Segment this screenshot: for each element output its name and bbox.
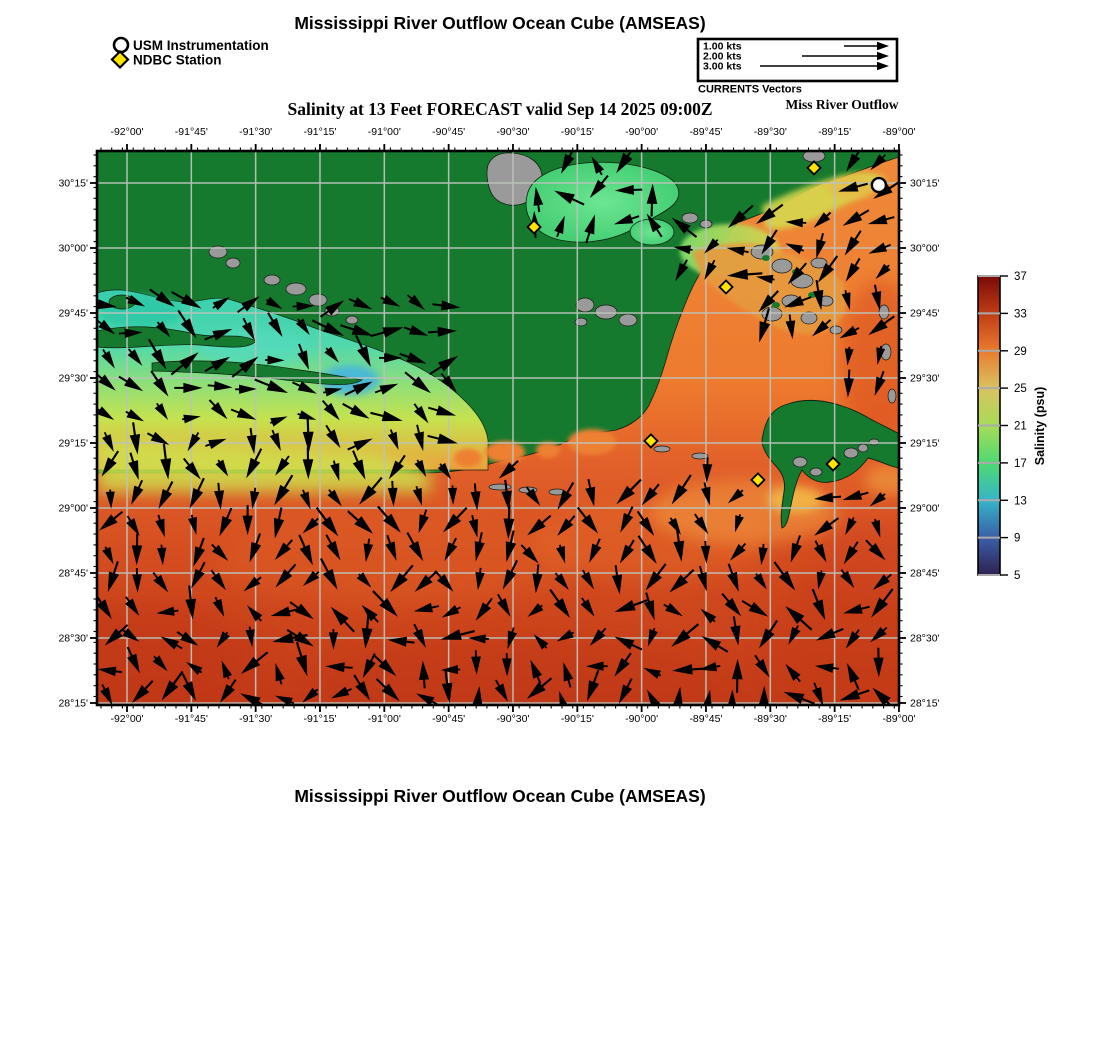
colorbar-tick-label: 9	[1014, 532, 1021, 545]
colorbar	[978, 271, 1027, 582]
lon-tick-label: -89°45'	[689, 713, 723, 725]
lon-tick-label: -90°00'	[625, 126, 659, 138]
lat-tick-label: 28°45'	[58, 567, 88, 580]
lat-tick-label: 30°15'	[910, 177, 940, 190]
colorbar-tick-label: 21	[1014, 420, 1027, 433]
ndbc-diamond-icon	[112, 52, 128, 68]
usm-circle-icon	[114, 38, 128, 52]
usm-station-marker	[872, 178, 886, 192]
lat-tick-label: 30°00'	[910, 242, 940, 255]
lat-tick-label: 29°45'	[58, 307, 88, 320]
lon-tick-label: -91°00'	[367, 713, 401, 725]
lon-tick-label: -91°45'	[174, 713, 208, 725]
lon-tick-label: -90°15'	[560, 713, 594, 725]
lon-tick-label: -91°45'	[174, 126, 208, 138]
map-field	[20, 140, 950, 740]
lon-tick-label: -89°15'	[818, 126, 852, 138]
station-legend	[112, 38, 269, 68]
lon-tick-label: -90°30'	[496, 126, 530, 138]
currents-vector-legend	[698, 39, 899, 112]
map-chart	[20, 140, 950, 740]
usm-legend-label: USM Instrumentation	[133, 38, 269, 53]
lon-tick-label: -90°45'	[432, 713, 466, 725]
lon-tick-label: -91°15'	[303, 713, 337, 725]
lat-tick-label: 29°00'	[58, 502, 88, 515]
lat-tick-label: 30°00'	[58, 242, 88, 255]
lat-tick-label: 29°30'	[910, 372, 940, 385]
lon-tick-label: -91°30'	[239, 713, 273, 725]
lon-tick-label: -90°45'	[432, 126, 466, 138]
lon-tick-label: -90°30'	[496, 713, 530, 725]
lon-tick-label: -91°30'	[239, 126, 273, 138]
colorbar-tick-label: 29	[1014, 345, 1027, 358]
ndbc-legend-label: NDBC Station	[133, 52, 222, 68]
colorbar-tick-label: 5	[1014, 570, 1021, 582]
colorbar-tick-label: 17	[1014, 457, 1027, 470]
lon-tick-label: -89°15'	[818, 713, 852, 725]
lat-tick-label: 30°15'	[58, 177, 88, 190]
colorbar-tick-label: 13	[1014, 495, 1027, 508]
lat-tick-label: 28°45'	[910, 567, 940, 580]
lon-tick-label: -89°30'	[753, 126, 787, 138]
lat-tick-label: 28°30'	[58, 632, 88, 645]
lon-tick-label: -92°00'	[110, 713, 144, 725]
lat-tick-label: 28°30'	[910, 632, 940, 645]
map-subtitle: Salinity at 13 Feet FORECAST valid Sep 14 2025 09:00Z	[287, 99, 713, 119]
vector-legend-row-3: 3.00 kts	[703, 60, 742, 73]
vector-legend-row-2: 2.00 kts	[703, 50, 742, 63]
region-label: Miss River Outflow	[785, 97, 899, 112]
lat-tick-label: 29°15'	[58, 437, 88, 450]
vector-legend-arrows	[760, 42, 889, 70]
lat-tick-label: 29°15'	[910, 437, 940, 450]
lon-tick-label: -91°15'	[303, 126, 337, 138]
lon-tick-label: -90°15'	[560, 126, 594, 138]
bottom-title: Mississippi River Outflow Ocean Cube (AMSEAS)	[294, 786, 706, 806]
lat-tick-label: 28°15'	[910, 697, 940, 710]
lon-tick-label: -89°00'	[882, 713, 916, 725]
page-title: Mississippi River Outflow Ocean Cube (AMSEAS)	[294, 13, 706, 33]
lon-tick-label: -91°00'	[367, 126, 401, 138]
lon-tick-label: -89°45'	[689, 126, 723, 138]
lat-tick-label: 29°00'	[910, 502, 940, 515]
lat-tick-label: 28°15'	[58, 697, 88, 710]
colorbar-tick-label: 37	[1014, 271, 1027, 283]
lat-tick-label: 29°45'	[910, 307, 940, 320]
colorbar-tick-label: 33	[1014, 308, 1027, 321]
lon-tick-label: -92°00'	[110, 126, 144, 138]
lon-tick-label: -89°30'	[753, 713, 787, 725]
colorbar-label: Salinity (psu)	[1033, 386, 1047, 466]
lat-tick-label: 29°30'	[58, 372, 88, 385]
currents-vectors-caption: CURRENTS Vectors	[698, 83, 802, 96]
vector-legend-row-1: 1.00 kts	[703, 40, 742, 53]
colorbar-tick-label: 25	[1014, 383, 1027, 396]
lon-tick-label: -89°00'	[882, 126, 916, 138]
lon-tick-label: -90°00'	[625, 713, 659, 725]
